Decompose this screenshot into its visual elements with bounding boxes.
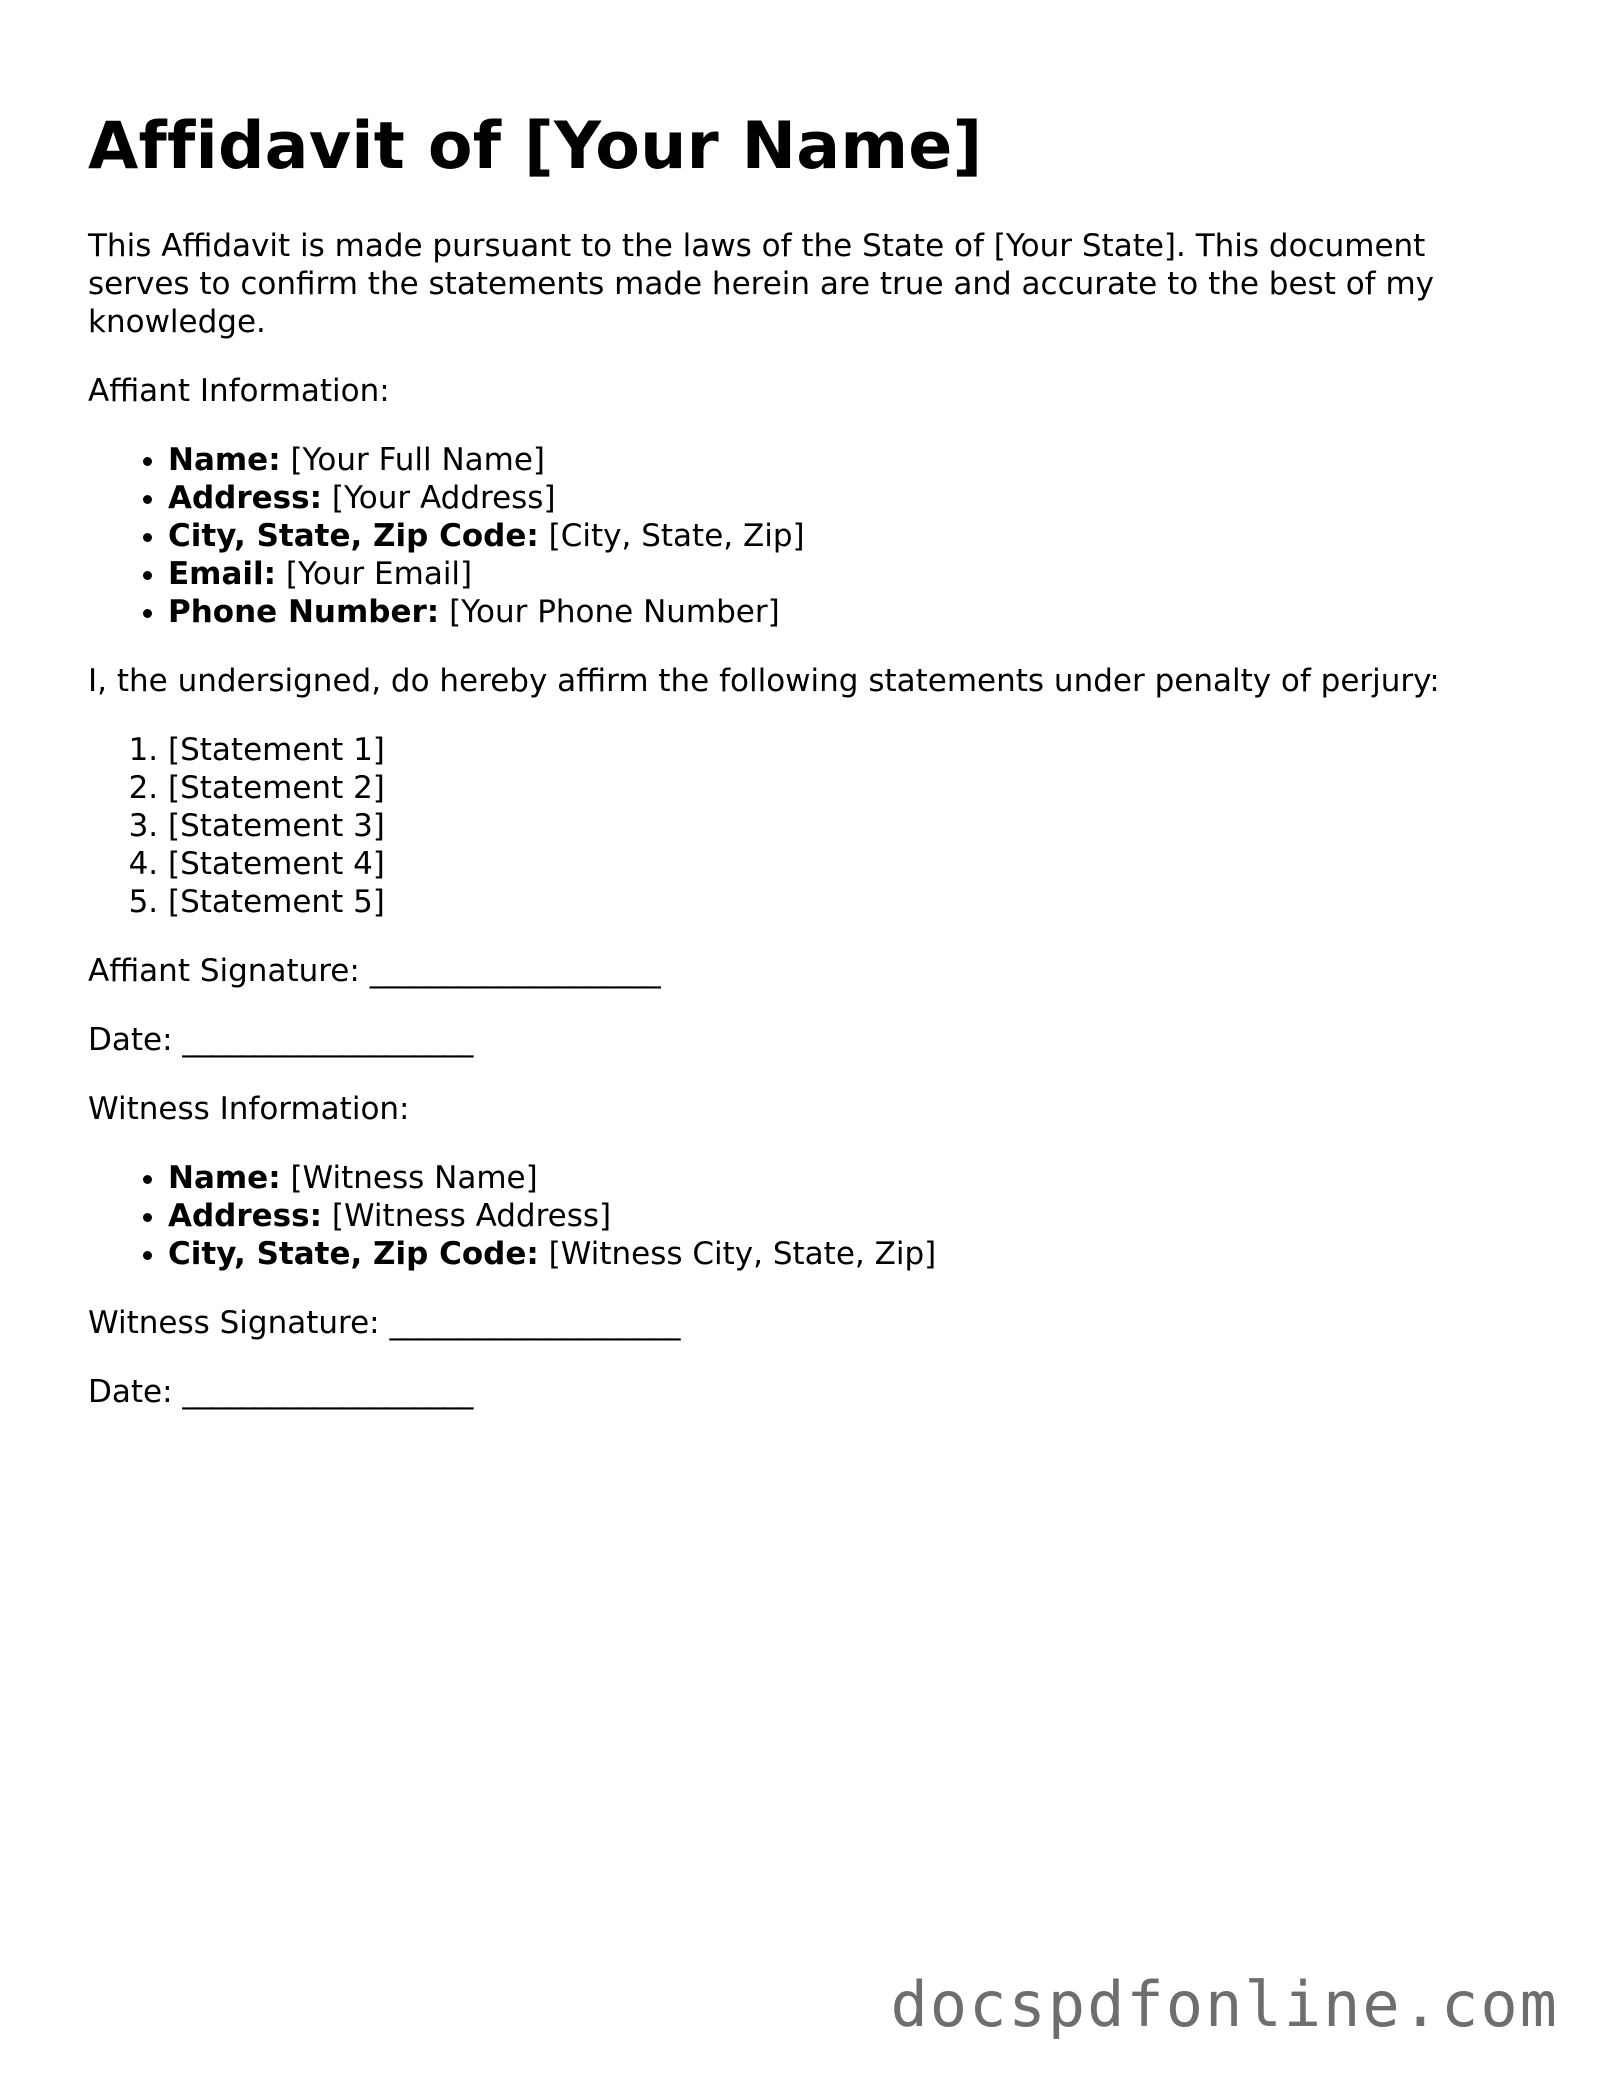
statement-item: 3. [Statement 3] bbox=[168, 807, 1537, 845]
witness-city-state-zip-item bbox=[168, 1235, 1537, 1273]
field-label: Name: bbox=[168, 1159, 281, 1196]
affiant-email-item bbox=[168, 555, 1537, 593]
field-value: [Your Email] bbox=[285, 555, 473, 592]
statement-item: 1. [Statement 1] bbox=[168, 731, 1537, 769]
field-label: Address: bbox=[168, 1197, 322, 1234]
field-label: Address: bbox=[168, 479, 322, 516]
witness-date-label: Date: bbox=[88, 1373, 173, 1410]
affiant-signature-line bbox=[88, 952, 1537, 990]
field-label: Email: bbox=[168, 555, 277, 592]
affiant-signature-label: Affiant Signature: bbox=[88, 952, 360, 989]
witness-signature-line bbox=[88, 1304, 1537, 1342]
field-label: City, State, Zip Code: bbox=[168, 517, 539, 554]
affiant-info-list bbox=[88, 441, 1537, 631]
witness-date-line bbox=[88, 1373, 1537, 1411]
intro-paragraph: This Affidavit is made pursuant to the laws of the State of [Your State]. This document serves to confirm the statements made herein are true and accurate to the best of my knowledge. bbox=[88, 227, 1434, 340]
witness-date-blank[interactable]: ____________________ bbox=[182, 1373, 473, 1410]
affiant-name-item bbox=[168, 441, 1537, 479]
watermark: docspdfonline.com bbox=[890, 1968, 1559, 2041]
witness-info-heading: Witness Information: bbox=[88, 1090, 410, 1127]
witness-name-item bbox=[168, 1159, 1537, 1197]
witness-signature-label: Witness Signature: bbox=[88, 1304, 380, 1341]
affiant-info-heading: Affiant Information: bbox=[88, 372, 390, 409]
affiant-address-item bbox=[168, 479, 1537, 517]
statement-item: 2. [Statement 2] bbox=[168, 769, 1537, 807]
field-label: City, State, Zip Code: bbox=[168, 1235, 539, 1272]
field-value: [Your Address] bbox=[331, 479, 556, 516]
statement-item: 5. [Statement 5] bbox=[168, 883, 1537, 921]
field-value: [Your Full Name] bbox=[290, 441, 545, 478]
affiant-signature-blank[interactable]: ____________________ bbox=[369, 952, 660, 989]
field-value: [Witness Address] bbox=[331, 1197, 612, 1234]
field-value: [Your Phone Number] bbox=[449, 593, 780, 630]
field-label: Name: bbox=[168, 441, 281, 478]
witness-signature-blank[interactable]: ____________________ bbox=[389, 1304, 680, 1341]
affiant-date-blank[interactable]: ____________________ bbox=[182, 1021, 473, 1058]
affiant-date-line bbox=[88, 1021, 1537, 1059]
affiant-phone-item bbox=[168, 593, 1537, 631]
affiant-city-state-zip-item bbox=[168, 517, 1537, 555]
affiant-date-label: Date: bbox=[88, 1021, 173, 1058]
field-value: [City, State, Zip] bbox=[548, 517, 805, 554]
affirmation-paragraph: I, the undersigned, do hereby affirm the following statements under penalty of perjury: bbox=[88, 662, 1440, 699]
statement-item: 4. [Statement 4] bbox=[168, 845, 1537, 883]
witness-info-list bbox=[88, 1159, 1537, 1273]
page-title: Affidavit of [Your Name] bbox=[88, 109, 983, 184]
witness-address-item bbox=[168, 1197, 1537, 1235]
field-value: [Witness Name] bbox=[290, 1159, 538, 1196]
field-label: Phone Number: bbox=[168, 593, 440, 630]
field-value: [Witness City, State, Zip] bbox=[548, 1235, 937, 1272]
statements-list bbox=[88, 731, 1537, 921]
